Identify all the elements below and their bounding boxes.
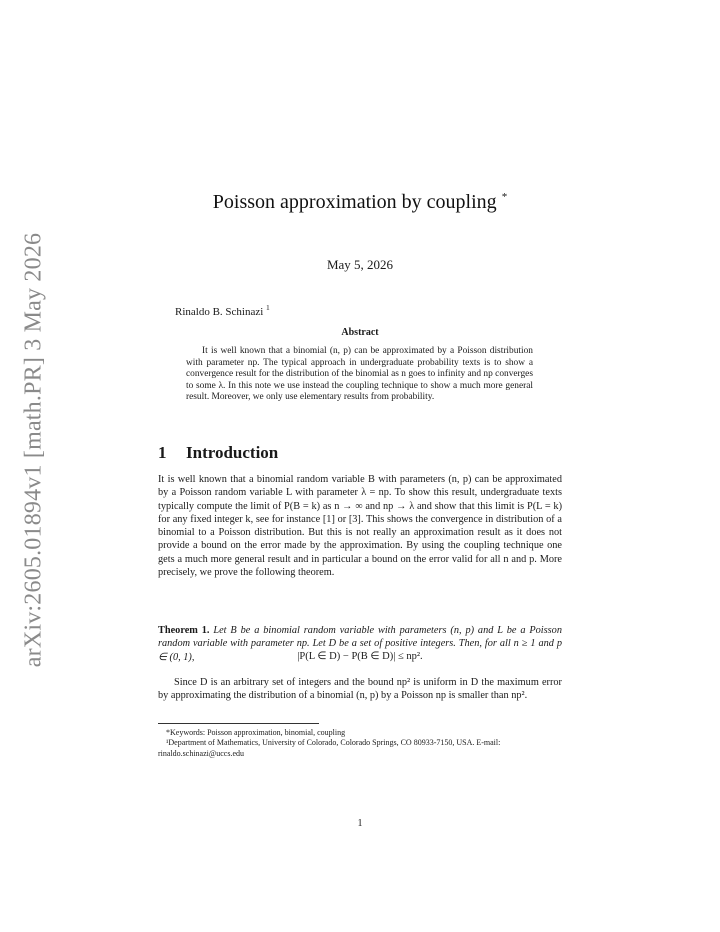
theorem-label: Theorem 1. <box>158 625 210 636</box>
page-number: 1 <box>357 818 363 829</box>
section-heading <box>158 443 278 463</box>
author-block <box>175 303 270 318</box>
section-title: Introduction <box>186 443 279 462</box>
author-name: Rinaldo B. Schinazi <box>175 306 264 318</box>
footnote-keywords: *Keywords: Poisson approximation, binomial, coupling <box>166 728 346 737</box>
theorem-equation: |P(L ∈ D) − P(B ∈ D)| ≤ np². <box>297 651 423 662</box>
arxiv-identifier: arXiv:2605.01894v1 [math.PR] 3 May 2026 <box>20 232 47 668</box>
paper-title: Poisson approximation by coupling <box>212 191 497 213</box>
title-footnote-mark: * <box>501 191 508 203</box>
arxiv-sidebar-stamp <box>17 232 51 668</box>
footnote-affiliation: ¹Department of Mathematics, University of Colorado, Colorado Springs, CO 80933-7150, USA. E-mail: rinaldo.schinazi@uccs.edu <box>158 738 501 758</box>
footnote-rule <box>158 723 319 724</box>
abstract-heading: Abstract <box>341 327 379 338</box>
paper-title-block <box>0 191 720 214</box>
abstract-text: It is well known that a binomial (n, p) can be approximated by a Poisson distribution with parameter np. The typical approach in undergraduate probability texts is to show a convergence result for the distribution of the binomial as n goes to infinity and np converges to some λ. In this note we use instead the coupling technique to show a much more general result. Moreover, we only use elementary results from probability. <box>186 346 533 403</box>
paper-date: May 5, 2026 <box>326 257 394 272</box>
section-number: 1 <box>158 443 167 462</box>
theorem-statement: Let B be a binomial random variable with parameters (n, p) and L be a Poisson random variable with parameter np. Let D be a set of positive integers. Then, for all n ≥ 1 and p ∈ (0, 1), <box>158 625 562 663</box>
author-footnote-mark: 1 <box>266 303 270 312</box>
post-theorem-paragraph: Since D is an arbitrary set of integers and the bound np² is uniform in D the maximum error by approximating the distribution of a binomial (n, p) by a Poisson np is smaller than np². <box>158 677 562 702</box>
intro-paragraph: It is well known that a binomial random variable B with parameters (n, p) can be approximated by a Poisson random variable L with parameter λ = np. To show this result, undergraduate texts typically compute the limit of P(B = k) as n → ∞ and np → λ and show that this limit is P(L = k) for any fixed integer k, see for instance [1] or [3]. This shows the convergence in distribution of a binomial to a Poisson distribution. But this is not really an approximation result as it does not provide a bound on the error made by the approximation. By using the coupling technique one gets a much more general result and in particular a bound on the error valid for all n and p. More precisely, we prove the following theorem. <box>158 474 562 579</box>
